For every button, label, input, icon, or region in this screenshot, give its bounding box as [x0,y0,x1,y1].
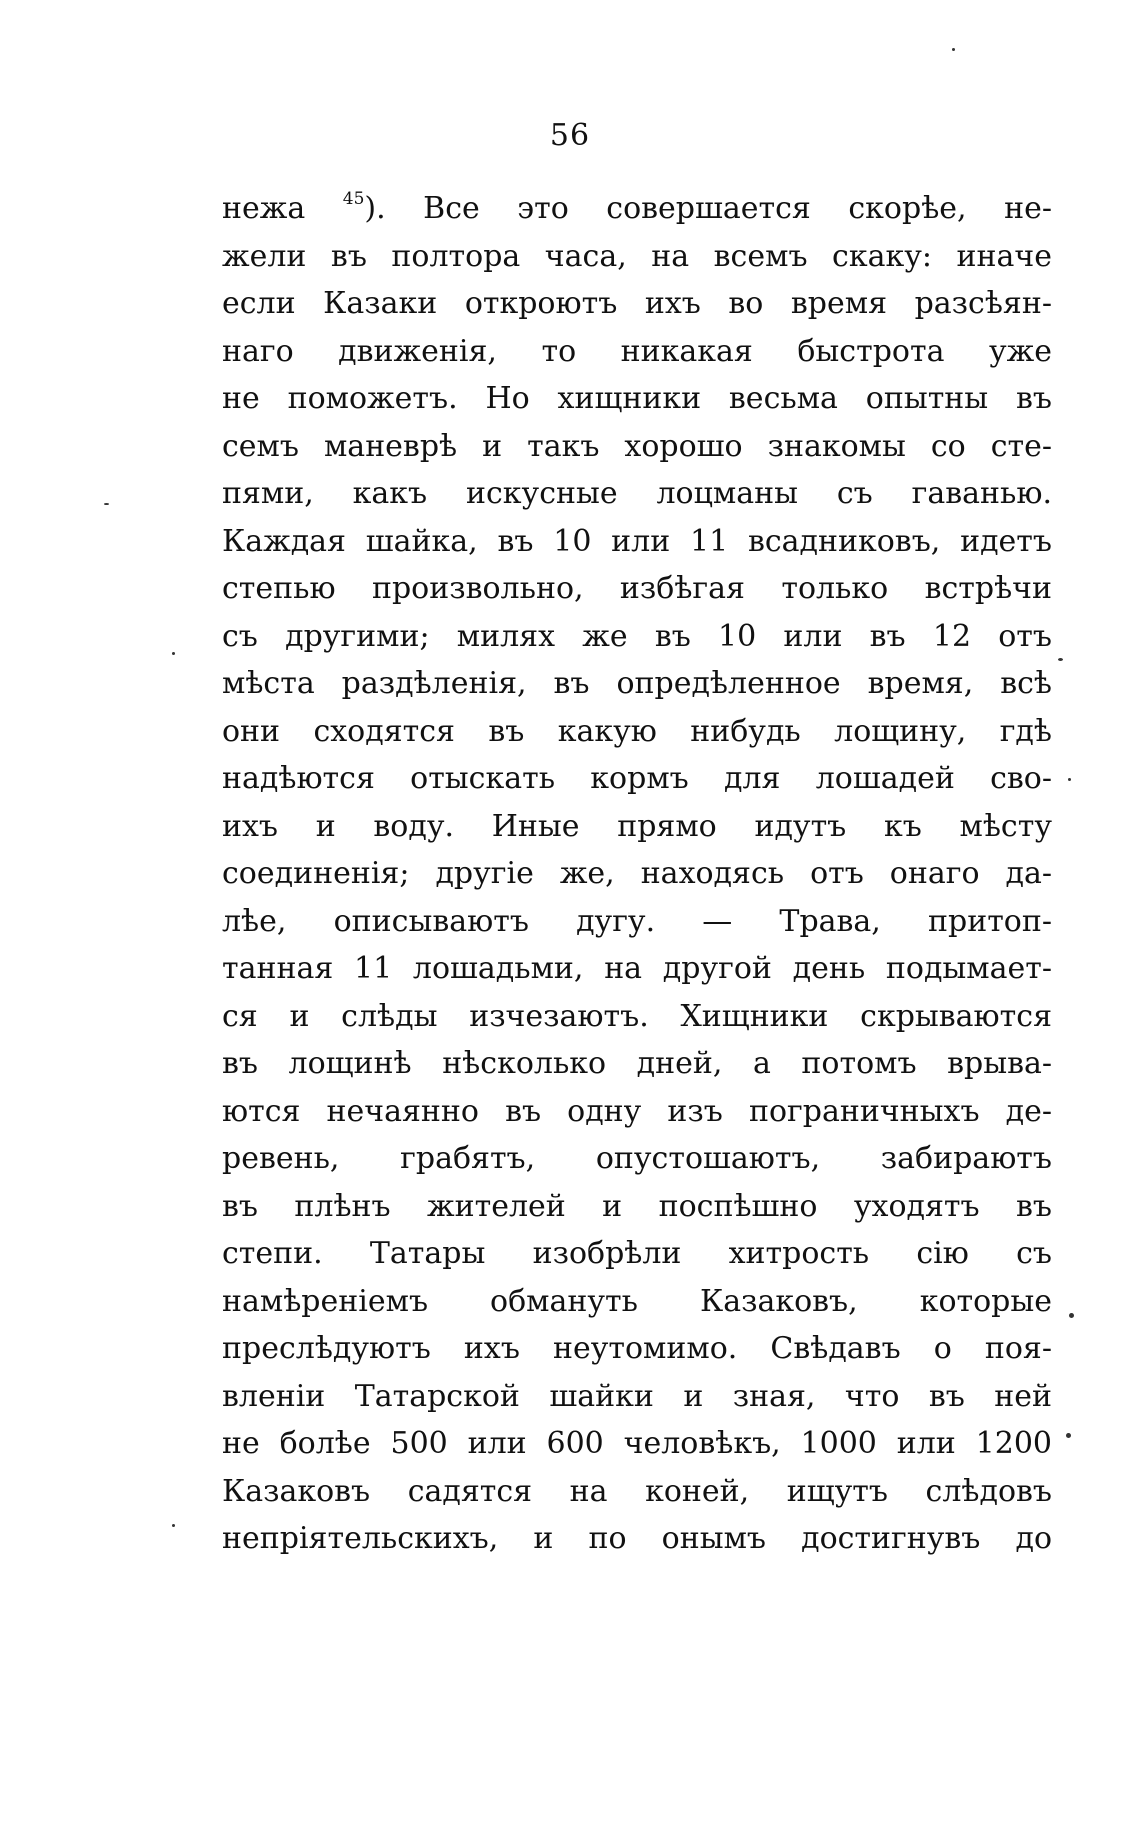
scan-speck [1058,658,1063,661]
text-line: наго движенія, то никакая быстрота уже [222,333,1052,369]
text-line: надѣются отыскать кормъ для лошадей сво- [222,761,1052,796]
text-line: вленіи Татарской шайки и зная, что въ ней [222,1378,1052,1414]
text-line: въ плѣнъ жителей и поспѣшно уходятъ въ [222,1188,1052,1224]
text-line: ются нечаянно въ одну изъ пограничныхъ де- [222,1093,1052,1129]
page-number: 56 [549,118,591,153]
scan-speck [1066,1433,1071,1438]
text-line: пями, какъ искусные лоцманы съ гаванью. [222,476,1052,511]
text-line: съ другими; милях же въ 10 или въ 12 отъ [222,618,1052,654]
text-line: жели въ полтора часа, на всемъ скаку: иначе [222,238,1052,274]
scan-speck [952,48,955,51]
text-line: степью произвольно, избѣгая только встрѣчи [222,571,1052,606]
text-line: Казаковъ садятся на коней, ищутъ слѣдовъ [222,1473,1052,1509]
body-text [222,185,1052,1563]
text-line: мѣста раздѣленія, въ опредѣленное время, всѣ [222,666,1052,701]
text-line: ся и слѣды изчезаютъ. Хищники скрываются [222,998,1052,1034]
scan-speck [172,1524,175,1527]
text-line: намѣреніемъ обмануть Казаковъ, которые [222,1283,1052,1319]
text-line: соединенія; другіе же, находясь отъ онаго да- [222,856,1052,891]
text-line: если Казаки откроютъ ихъ во время разсѣян- [222,286,1052,321]
footnote-marker: 45 [342,189,365,209]
scan-speck [1068,778,1071,781]
text-line: не поможетъ. Но хищники весьма опытны въ [222,381,1052,416]
text-line: преслѣдуютъ ихъ неутомимо. Свѣдавъ о поя- [222,1331,1052,1366]
text-line: въ лощинѣ нѣсколько дней, а потомъ врыва- [222,1046,1052,1081]
text-line: ихъ и воду. Иные прямо идутъ къ мѣсту [222,808,1052,844]
scan-speck [104,503,109,505]
text-line: танная 11 лошадьми, на другой день подымает- [222,951,1052,986]
text-line: ревень, грабятъ, опустошаютъ, забираютъ [222,1141,1052,1176]
text-fragment: нежа [222,191,343,226]
scan-speck [172,652,175,655]
scan-speck [1069,1313,1074,1318]
text-line: непріятельскихъ, и по онымъ достигнувъ до [222,1521,1052,1556]
text-line [222,185,1052,233]
text-fragment: ). Все это совершается скорѣе, не- [364,191,1052,226]
text-line: не болѣе 500 или 600 человѣкъ, 1000 или 1200 [222,1426,1052,1461]
text-line: Каждая шайка, въ 10 или 11 всадниковъ, идетъ [222,523,1052,559]
text-line: они сходятся въ какую нибудь лощину, гдѣ [222,713,1052,749]
text-line: лѣе, описываютъ дугу. — Трава, притоп- [222,903,1052,939]
text-line: семъ маневрѣ и такъ хорошо знакомы со сте- [222,428,1052,464]
text-line: степи. Татары изобрѣли хитрость сію съ [222,1236,1052,1271]
